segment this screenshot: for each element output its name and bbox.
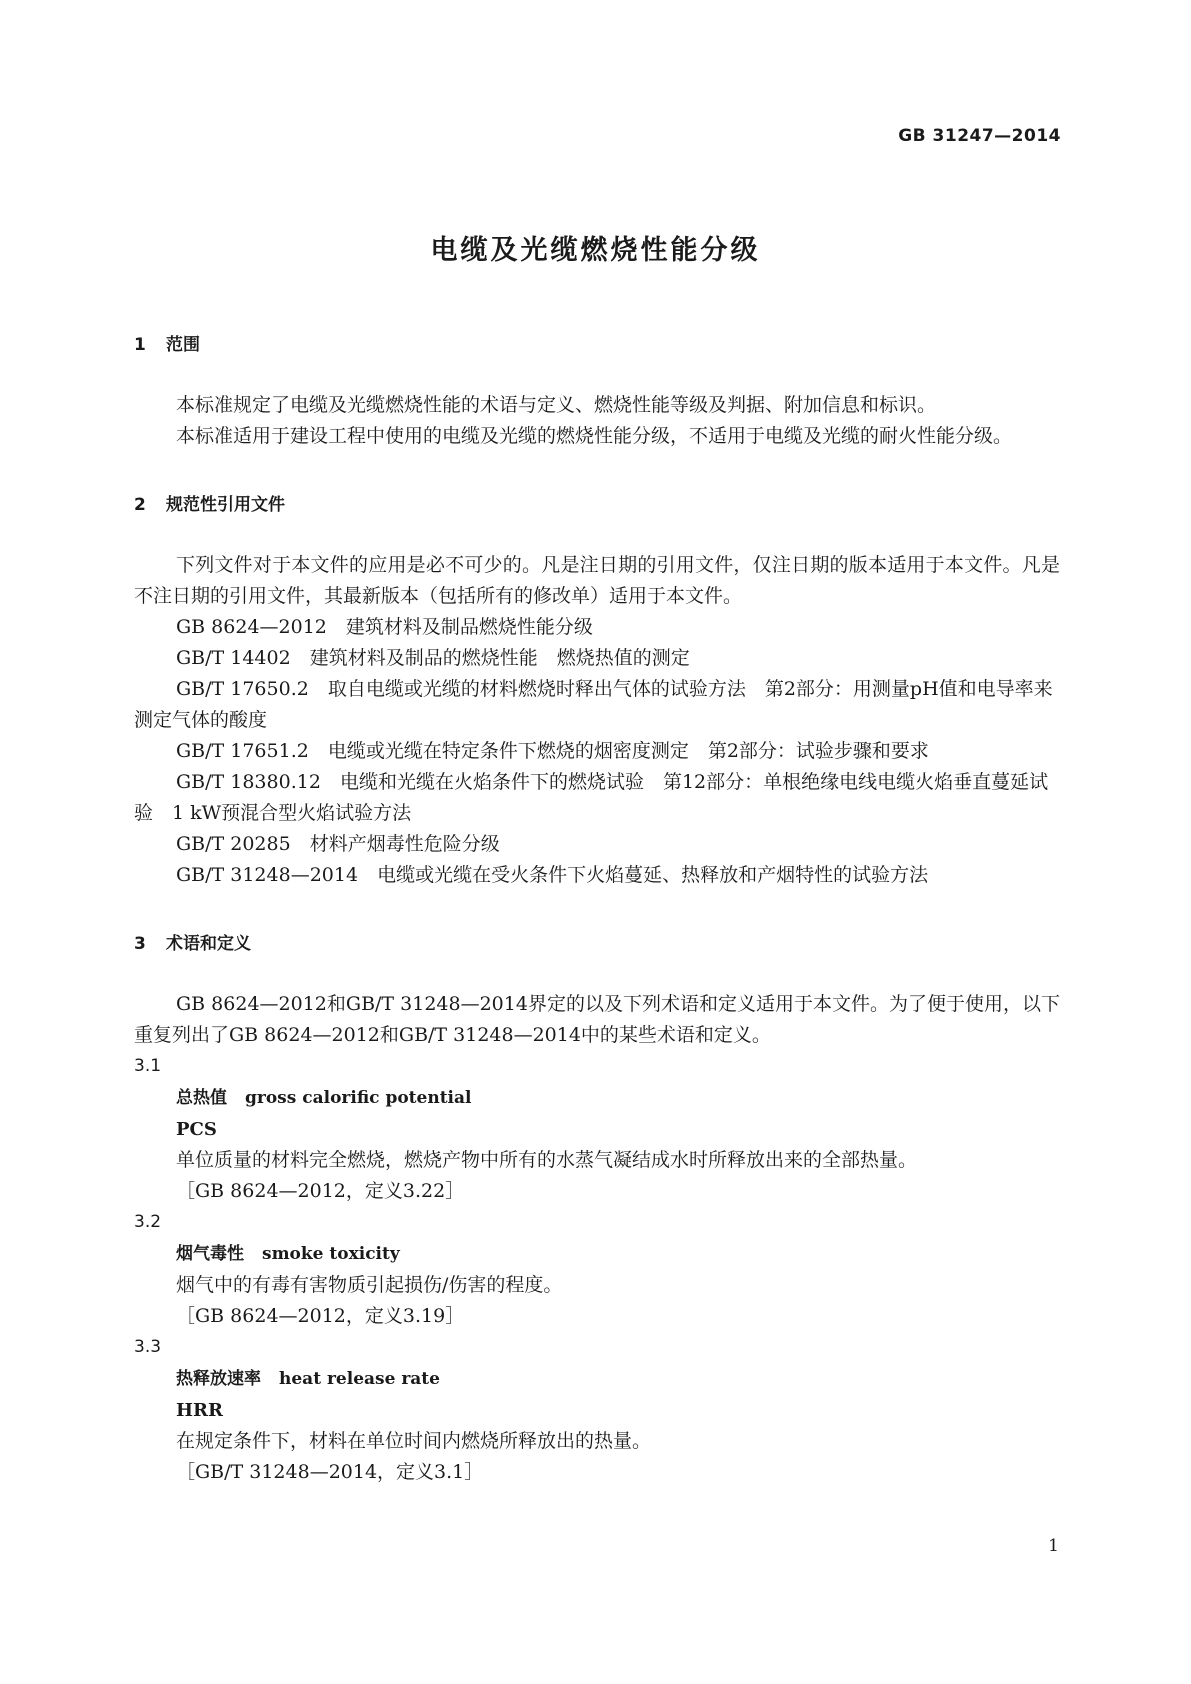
term-name	[134, 1082, 1060, 1114]
term-number: 3.1	[134, 1056, 162, 1076]
reference-item	[134, 674, 1060, 736]
term-definition: 单位质量的材料完全燃烧，燃烧产物中所有的水蒸气凝结成水时所释放出来的全部热量。	[176, 1149, 918, 1171]
reference-title: 电缆和光缆在火焰条件下的燃烧试验 第12部分：单根绝缘电线电缆火焰垂直蔓延试验 1 kW预混合型火焰试验方法	[134, 771, 1049, 824]
section-number: 1	[134, 335, 146, 355]
section-title: 范围	[166, 335, 200, 355]
section-heading-normative-references	[134, 492, 1060, 518]
document-title: 电缆及光缆燃烧性能分级	[430, 235, 761, 266]
page-number: 1	[1048, 1536, 1059, 1556]
section-title: 术语和定义	[166, 934, 251, 954]
reference-title: 取自电缆或光缆的材料燃烧时释出气体的试验方法 第2部分：用测量pH值和电导率来测定气体的酸度	[134, 678, 1053, 731]
reference-item	[134, 829, 1060, 860]
term-english: heat release rate	[279, 1369, 440, 1389]
reference-code: GB/T 17651.2	[176, 740, 309, 762]
reference-title: 电缆或光缆在特定条件下燃烧的烟密度测定 第2部分：试验步骤和要求	[327, 740, 929, 762]
term-definition: 烟气中的有毒有害物质引起损伤/伤害的程度。	[176, 1274, 563, 1296]
term-english: gross calorific potential	[245, 1088, 472, 1108]
section-number: 3	[134, 934, 146, 954]
reference-title: 材料产烟毒性危险分级	[309, 833, 500, 855]
term-chinese: 总热值	[176, 1088, 227, 1108]
term-source: ［GB/T 31248—2014，定义3.1］	[176, 1461, 484, 1483]
reference-code: GB/T 18380.12	[176, 771, 321, 793]
term-chinese: 热释放速率	[176, 1369, 261, 1389]
reference-item	[134, 643, 1060, 674]
reference-item	[134, 612, 1060, 643]
paragraph: 下列文件对于本文件的应用是必不可少的。凡是注日期的引用文件，仅注日期的版本适用于本文件。凡是不注日期的引用文件，其最新版本（包括所有的修改单）适用于本文件。	[134, 554, 1060, 607]
term-name	[134, 1238, 1060, 1270]
term-source: ［GB 8624—2012，定义3.22］	[176, 1180, 465, 1202]
reference-code: GB 8624—2012	[176, 616, 327, 638]
standard-code: GB 31247—2014	[898, 126, 1061, 146]
term-definition: 在规定条件下，材料在单位时间内燃烧所释放出的热量。	[176, 1430, 652, 1452]
term-entry	[134, 1051, 1060, 1207]
document-body	[134, 332, 1060, 1488]
reference-item	[134, 860, 1060, 891]
paragraph: 本标准适用于建设工程中使用的电缆及光缆的燃烧性能分级，不适用于电缆及光缆的耐火性能分级。	[176, 425, 1013, 447]
reference-title: 电缆或光缆在受火条件下火焰蔓延、热释放和产烟特性的试验方法	[377, 864, 929, 886]
term-number: 3.2	[134, 1212, 162, 1232]
section-number: 2	[134, 495, 146, 515]
section-title: 规范性引用文件	[166, 495, 285, 515]
term-source: ［GB 8624—2012，定义3.19］	[176, 1305, 465, 1327]
term-number: 3.3	[134, 1337, 162, 1357]
reference-code: GB/T 20285	[176, 833, 291, 855]
reference-item	[134, 767, 1060, 829]
term-name	[134, 1363, 1060, 1395]
term-abbreviation: HRR	[176, 1400, 223, 1421]
paragraph: GB 8624—2012和GB/T 31248—2014界定的以及下列术语和定义适用于本文件。为了便于使用，以下重复列出了GB 8624—2012和GB/T 31248—2014中的某些术语和定义。	[134, 993, 1060, 1046]
reference-code: GB/T 31248—2014	[176, 864, 359, 886]
term-entry	[134, 1332, 1060, 1488]
reference-title: 建筑材料及制品燃烧性能分级	[345, 616, 593, 638]
section-heading-scope	[134, 332, 1060, 358]
paragraph: 本标准规定了电缆及光缆燃烧性能的术语与定义、燃烧性能等级及判据、附加信息和标识。	[176, 394, 937, 416]
section-heading-terms-definitions	[134, 931, 1060, 957]
reference-title: 建筑材料及制品的燃烧性能 燃烧热值的测定	[309, 647, 690, 669]
reference-item	[134, 736, 1060, 767]
reference-code: GB/T 14402	[176, 647, 291, 669]
term-abbreviation: PCS	[176, 1119, 217, 1140]
term-chinese: 烟气毒性	[176, 1244, 244, 1264]
term-english: smoke toxicity	[262, 1244, 400, 1264]
reference-code: GB/T 17650.2	[176, 678, 309, 700]
term-entry	[134, 1207, 1060, 1332]
